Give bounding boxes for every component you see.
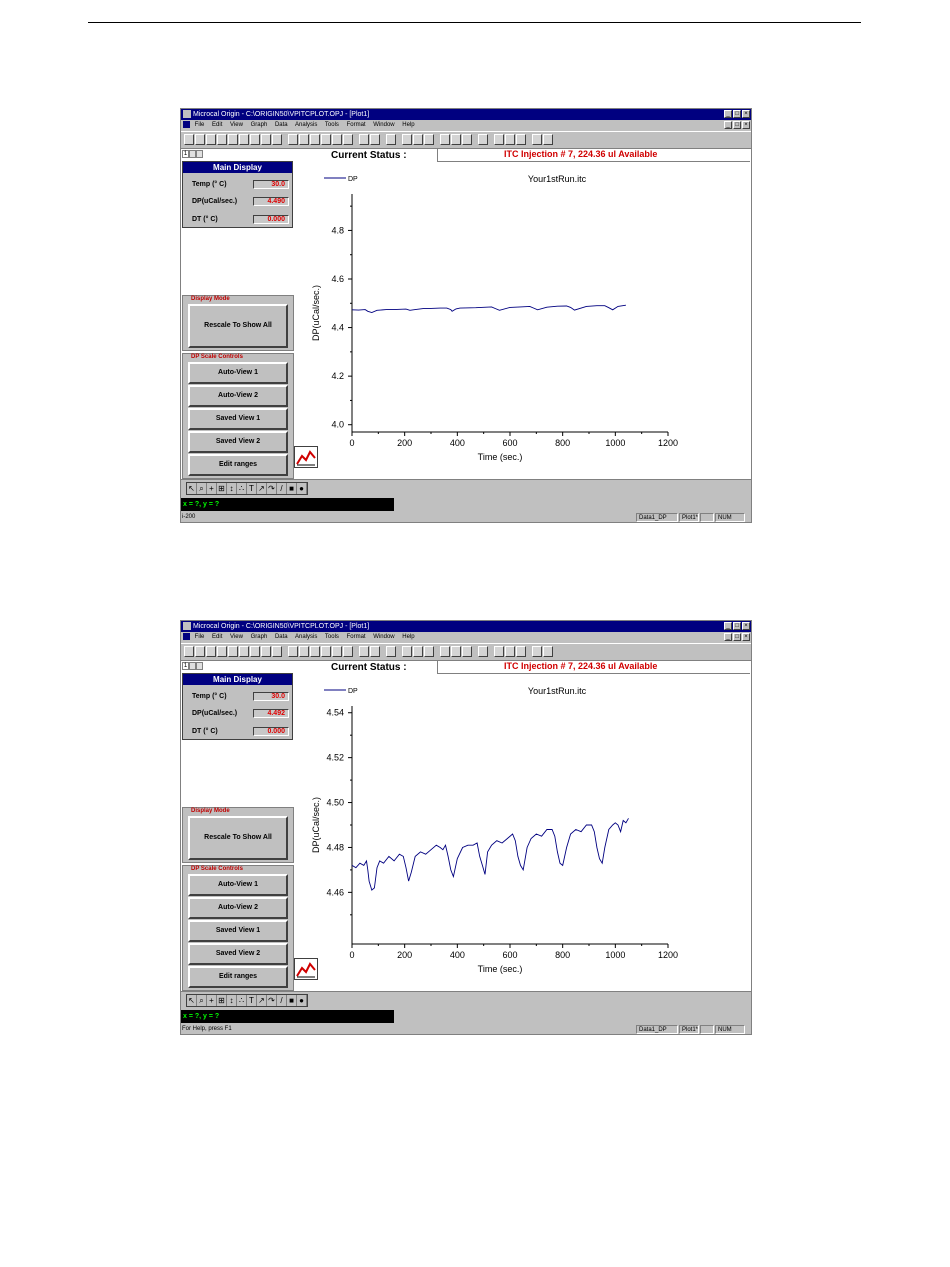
menu-file[interactable]: File (194, 634, 205, 640)
screen-reader-tool-icon[interactable]: + (207, 483, 217, 494)
tools-palette (186, 994, 308, 1007)
menu-edit[interactable]: Edit (212, 122, 223, 128)
x-tick-label: 1000 (605, 950, 626, 960)
toolbar-button-icon[interactable] (359, 134, 369, 145)
auto-view-2-button[interactable]: Auto-View 2 (188, 897, 288, 919)
temp-value: 30.0 (253, 180, 289, 189)
current-status-label: Current Status : (331, 150, 407, 161)
data-selector-tool-icon[interactable]: ↕ (227, 995, 237, 1006)
title-bar[interactable] (181, 109, 751, 120)
toolbar-button-icon[interactable] (516, 134, 526, 145)
toolbar-button-icon[interactable] (332, 646, 342, 657)
status-bar (181, 513, 751, 522)
toolbar-button-icon[interactable] (451, 646, 461, 657)
menu-graph[interactable]: Graph (250, 122, 268, 128)
status-panel-blank (700, 513, 714, 522)
toolbar-button-icon[interactable] (250, 134, 260, 145)
toolbar-button-icon[interactable] (332, 134, 342, 145)
menu-bar (181, 632, 751, 642)
toolbar-button-icon[interactable] (195, 134, 205, 145)
y-tick-label: 4.46 (326, 887, 344, 898)
status-panel-num: NUM (715, 1025, 745, 1034)
dp-label: DP(uCal/sec.) (192, 198, 238, 205)
status-panel-blank (700, 1025, 714, 1034)
dt-label: DT (° C) (192, 216, 218, 223)
toolbar-button-icon[interactable] (359, 646, 369, 657)
toolbar-button-icon[interactable] (462, 134, 472, 145)
toolbar-button-icon[interactable] (228, 646, 238, 657)
toolbar-button-icon[interactable] (413, 646, 423, 657)
status-message: ITC Injection # 7, 224.36 ul Available (504, 149, 658, 159)
data-reader-tool-icon[interactable]: ⊞ (217, 995, 227, 1006)
layer-tab-1[interactable]: 1 (183, 663, 188, 669)
toolbar-button-icon[interactable] (402, 134, 412, 145)
app-icon (183, 622, 191, 630)
display-mode-title: Display Mode (191, 296, 230, 302)
data-selector-tool-icon[interactable]: ↕ (227, 483, 237, 494)
arrow-tool-icon[interactable]: ↗ (257, 483, 267, 494)
toolbar-button-icon[interactable] (478, 134, 488, 145)
temp-label: Temp (° C) (192, 693, 227, 700)
toolbar-button-icon[interactable] (321, 646, 331, 657)
origin-window-1 (180, 108, 752, 523)
toolbar-button-icon[interactable] (195, 646, 205, 657)
y-tick-label: 4.0 (331, 419, 344, 430)
toolbar-button-icon[interactable] (424, 134, 434, 145)
text-tool-icon[interactable]: T (247, 483, 257, 494)
close-icon[interactable]: × (742, 110, 750, 118)
x-tick-label: 800 (555, 950, 571, 960)
toolbar-button-icon[interactable] (250, 646, 260, 657)
ellipse-tool-icon[interactable]: ● (297, 995, 307, 1006)
dp-chart[interactable] (181, 661, 751, 991)
app-icon (183, 110, 191, 118)
saved-view-1-button[interactable]: Saved View 1 (188, 408, 288, 430)
document-icon[interactable] (183, 121, 190, 128)
menu-view[interactable]: View (230, 634, 243, 640)
mask-tool-icon[interactable]: ∴ (237, 995, 247, 1006)
toolbar-button-icon[interactable] (184, 646, 194, 657)
toolbar-button-icon[interactable] (370, 646, 380, 657)
menu-analysis[interactable]: Analysis (295, 634, 318, 640)
legend-label: DP (348, 688, 358, 695)
display-mode-title: Display Mode (191, 808, 230, 814)
x-tick-label: 0 (349, 950, 355, 960)
toolbar-button-icon[interactable] (288, 646, 298, 657)
edit-ranges-button[interactable]: Edit ranges (188, 966, 288, 988)
menu-tools[interactable]: Tools (324, 634, 339, 640)
y-axis-label: DP(uCal/sec.) (311, 796, 321, 854)
toolbar-button-icon[interactable] (402, 646, 412, 657)
toolbar-button-icon[interactable] (206, 134, 216, 145)
status-panel-plot: Plot1* (679, 1025, 699, 1034)
dp-scale-controls-title: DP Scale Controls (191, 866, 243, 872)
toolbar-button-icon[interactable] (206, 646, 216, 657)
doc-minimize-icon[interactable]: _ (724, 121, 732, 129)
toolbar-button-icon[interactable] (505, 134, 515, 145)
toolbar-button-icon[interactable] (543, 646, 553, 657)
x-tick-label: 200 (397, 438, 413, 448)
saved-view-2-button[interactable]: Saved View 2 (188, 431, 288, 453)
line-tool-icon[interactable]: / (277, 995, 287, 1006)
dp-scale-controls-title: DP Scale Controls (191, 354, 243, 360)
chart-title: Your1stRun.itc (527, 686, 587, 696)
rescale-button[interactable]: Rescale To Show All (188, 816, 288, 860)
auto-view-2-button[interactable]: Auto-View 2 (188, 385, 288, 407)
toolbar-button-icon[interactable] (310, 134, 320, 145)
coordinate-readout: x = ?, y = ? (181, 498, 394, 511)
status-message: ITC Injection # 7, 224.36 ul Available (504, 661, 658, 671)
y-tick-label: 4.48 (326, 842, 344, 853)
status-bar (181, 1025, 751, 1034)
toolbar-button-icon[interactable] (478, 646, 488, 657)
menu-data[interactable]: Data (274, 634, 288, 640)
screen-reader-tool-icon[interactable]: + (207, 995, 217, 1006)
menu-data[interactable]: Data (274, 122, 288, 128)
temp-value: 30.0 (253, 692, 289, 701)
x-tick-label: 0 (349, 438, 355, 448)
plot-window (181, 661, 751, 991)
mask-tool-icon[interactable]: ∴ (237, 483, 247, 494)
saved-view-2-button[interactable]: Saved View 2 (188, 943, 288, 965)
tools-palette (186, 482, 308, 495)
status-panel-num: NUM (715, 513, 745, 522)
tools-bar (181, 479, 751, 498)
menu-bar (181, 120, 751, 130)
x-axis-label: Time (sec.) (477, 964, 523, 974)
menu-help[interactable]: Help (402, 634, 415, 640)
toolbar-button-icon[interactable] (239, 646, 249, 657)
window-title: Microcal Origin - C:\ORIGIN50\VPITCPLOT.OPJ - [Plot1] (193, 623, 370, 630)
menu-format[interactable]: Format (346, 122, 366, 128)
doc-restore-icon[interactable]: □ (733, 633, 741, 641)
main-display-header: Main Display (183, 162, 292, 173)
toolbar-button-icon[interactable] (532, 134, 542, 145)
arrow-tool-icon[interactable]: ↗ (257, 995, 267, 1006)
toolbar-button-icon[interactable] (217, 646, 227, 657)
doc-close-icon[interactable]: × (742, 121, 750, 129)
y-tick-label: 4.50 (326, 797, 344, 808)
zoom-tool-icon[interactable]: ⌕ (197, 995, 207, 1006)
edit-ranges-button[interactable]: Edit ranges (188, 454, 288, 476)
toolbar-button-icon[interactable] (516, 646, 526, 657)
toolbar-button-icon[interactable] (505, 646, 515, 657)
maximize-icon[interactable]: □ (733, 622, 741, 630)
standard-toolbar (181, 131, 751, 149)
toolbar-button-icon[interactable] (543, 134, 553, 145)
y-tick-label: 4.52 (326, 752, 344, 763)
plot-window (181, 149, 751, 479)
toolbar-button-icon[interactable] (440, 646, 450, 657)
toolbar-button-icon[interactable] (494, 646, 504, 657)
status-panel-dataset: Data1_DP (636, 1025, 678, 1034)
toolbar-button-icon[interactable] (343, 134, 353, 145)
close-icon[interactable]: × (742, 622, 750, 630)
current-status-label: Current Status : (331, 662, 407, 673)
dp-value: 4.490 (253, 197, 289, 206)
y-tick-label: 4.2 (331, 371, 344, 382)
layer-tab-1[interactable]: 1 (183, 151, 188, 157)
auto-view-1-button[interactable]: Auto-View 1 (188, 362, 288, 384)
toolbar-button-icon[interactable] (184, 134, 194, 145)
zoom-tool-icon[interactable]: ⌕ (197, 483, 207, 494)
chart-title: Your1stRun.itc (527, 174, 587, 184)
rescale-button[interactable]: Rescale To Show All (188, 304, 288, 348)
rectangle-tool-icon[interactable]: ■ (287, 995, 297, 1006)
dp-series-line (352, 305, 626, 312)
menu-tools[interactable]: Tools (324, 122, 339, 128)
temp-label: Temp (° C) (192, 181, 227, 188)
toolbar-button-icon[interactable] (386, 134, 396, 145)
y-tick-label: 4.8 (331, 225, 344, 236)
document-icon[interactable] (183, 633, 190, 640)
toolbar-button-icon[interactable] (217, 134, 227, 145)
y-tick-label: 4.6 (331, 274, 344, 284)
toolbar-button-icon[interactable] (343, 646, 353, 657)
toolbar-button-icon[interactable] (424, 646, 434, 657)
menu-window[interactable]: Window (373, 634, 395, 640)
doc-close-icon[interactable]: × (742, 633, 750, 641)
coordinate-readout: x = ?, y = ? (181, 1010, 394, 1023)
toolbar-button-icon[interactable] (272, 646, 282, 657)
toolbar-button-icon[interactable] (239, 134, 249, 145)
toolbar-button-icon[interactable] (321, 134, 331, 145)
menu-edit[interactable]: Edit (212, 634, 223, 640)
menu-graph[interactable]: Graph (250, 634, 268, 640)
toolbar-button-icon[interactable] (261, 646, 271, 657)
tools-bar (181, 991, 751, 1010)
toolbar-button-icon[interactable] (299, 134, 309, 145)
origin-window-2 (180, 620, 752, 1035)
dp-label: DP(uCal/sec.) (192, 710, 238, 717)
status-bar-message: For Help, press F1 (182, 1026, 232, 1032)
toolbar-button-icon[interactable] (261, 134, 271, 145)
dt-label: DT (° C) (192, 728, 218, 735)
x-tick-label: 600 (502, 950, 518, 960)
title-bar[interactable] (181, 621, 751, 632)
toolbar-button-icon[interactable] (462, 646, 472, 657)
status-panel-dataset: Data1_DP (636, 513, 678, 522)
rectangle-tool-icon[interactable]: ■ (287, 483, 297, 494)
pointer-tool-icon[interactable]: ↖ (187, 483, 197, 494)
curved-arrow-tool-icon[interactable]: ↷ (267, 483, 277, 494)
toolbar-button-icon[interactable] (532, 646, 542, 657)
toolbar-button-icon[interactable] (494, 134, 504, 145)
toolbar-button-icon[interactable] (413, 134, 423, 145)
toolbar-button-icon[interactable] (272, 134, 282, 145)
toolbar-button-icon[interactable] (451, 134, 461, 145)
toolbar-button-icon[interactable] (228, 134, 238, 145)
menu-file[interactable]: File (194, 122, 205, 128)
dt-value: 0.000 (253, 215, 289, 224)
page-top-rule (88, 22, 861, 23)
y-axis-label: DP(uCal/sec.) (311, 284, 321, 342)
auto-view-1-button[interactable]: Auto-View 1 (188, 874, 288, 896)
x-tick-label: 1200 (657, 950, 679, 960)
pointer-tool-icon[interactable]: ↖ (187, 995, 197, 1006)
legend-label: DP (348, 176, 358, 183)
window-title: Microcal Origin - C:\ORIGIN50\VPITCPLOT.OPJ - [Plot1] (193, 111, 370, 118)
dp-chart[interactable] (181, 149, 751, 479)
minimize-icon[interactable]: _ (724, 622, 732, 630)
main-display-header: Main Display (183, 674, 292, 685)
x-tick-label: 800 (555, 438, 571, 448)
standard-toolbar (181, 643, 751, 661)
toolbar-button-icon[interactable] (386, 646, 396, 657)
menu-view[interactable]: View (230, 122, 243, 128)
menu-help[interactable]: Help (402, 122, 415, 128)
toolbar-button-icon[interactable] (440, 134, 450, 145)
doc-minimize-icon[interactable]: _ (724, 633, 732, 641)
dp-series-line (352, 818, 629, 890)
minimize-icon[interactable]: _ (724, 110, 732, 118)
menu-analysis[interactable]: Analysis (295, 122, 318, 128)
dt-value: 0.000 (253, 727, 289, 736)
x-tick-label: 400 (449, 438, 465, 448)
data-reader-tool-icon[interactable]: ⊞ (217, 483, 227, 494)
toolbar-button-icon[interactable] (310, 646, 320, 657)
toolbar-button-icon[interactable] (288, 134, 298, 145)
curved-arrow-tool-icon[interactable]: ↷ (267, 995, 277, 1006)
status-bar-message: i-200 (182, 514, 196, 520)
x-tick-label: 1200 (657, 438, 679, 448)
y-tick-label: 4.54 (326, 707, 344, 718)
menu-format[interactable]: Format (346, 634, 366, 640)
toolbar-button-icon[interactable] (370, 134, 380, 145)
line-tool-icon[interactable]: / (277, 483, 287, 494)
text-tool-icon[interactable]: T (247, 995, 257, 1006)
doc-restore-icon[interactable]: □ (733, 121, 741, 129)
toolbar-button-icon[interactable] (299, 646, 309, 657)
x-tick-label: 400 (449, 950, 465, 960)
x-tick-label: 600 (502, 438, 518, 448)
dp-value: 4.492 (253, 709, 289, 718)
maximize-icon[interactable]: □ (733, 110, 741, 118)
status-panel-plot: Plot1* (679, 513, 699, 522)
x-tick-label: 1000 (605, 438, 626, 448)
x-tick-label: 200 (397, 950, 413, 960)
saved-view-1-button[interactable]: Saved View 1 (188, 920, 288, 942)
ellipse-tool-icon[interactable]: ● (297, 483, 307, 494)
x-axis-label: Time (sec.) (477, 452, 523, 462)
menu-window[interactable]: Window (373, 122, 395, 128)
y-tick-label: 4.4 (331, 322, 344, 333)
